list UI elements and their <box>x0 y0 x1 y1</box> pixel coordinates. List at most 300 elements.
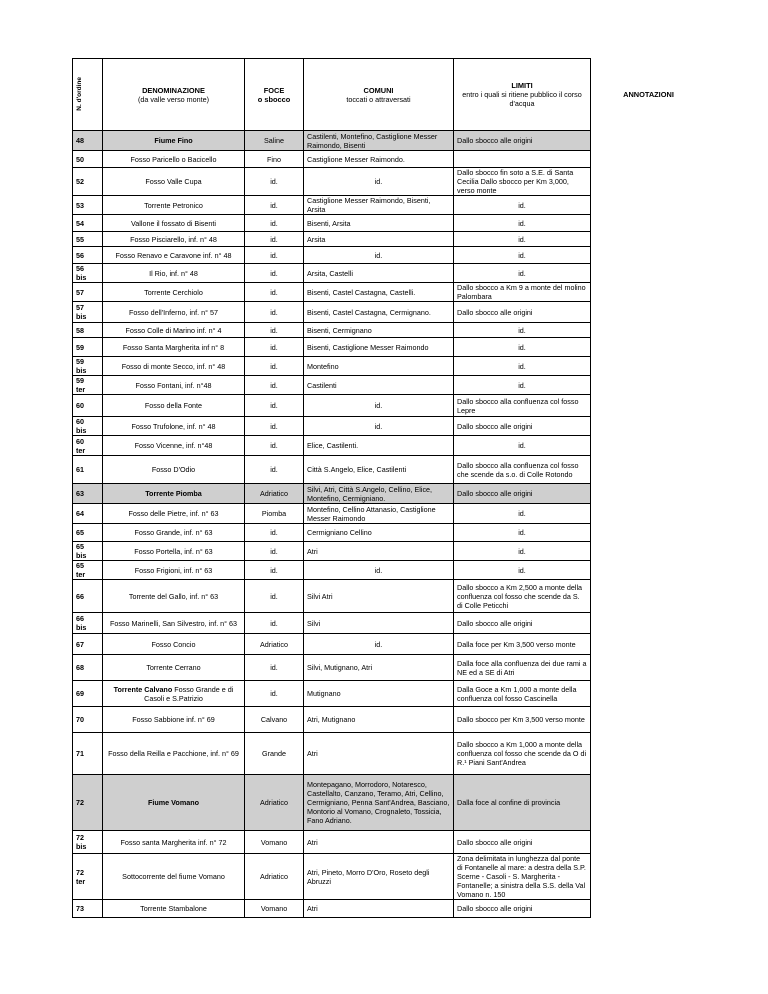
number-text: 56 <box>76 264 84 273</box>
cell-annotazioni <box>591 681 707 707</box>
number-text: 50 <box>76 154 84 164</box>
cell-limiti: Dalla foce per Km 3,500 verso monte <box>454 634 591 655</box>
cell-limiti: id. <box>454 542 591 561</box>
cell-denominazione <box>103 707 245 733</box>
cell-number <box>73 323 103 338</box>
cell-annotazioni <box>591 323 707 338</box>
table-row <box>73 215 707 232</box>
cell-denominazione <box>103 196 245 215</box>
cell-foce: Calvano <box>245 707 304 733</box>
cell-comuni: id. <box>304 247 454 264</box>
cell-foce: id. <box>245 196 304 215</box>
cell-annotazioni <box>591 395 707 417</box>
denominazione-text: Fosso Grande e di Casoli e S.Patrizio <box>144 684 234 703</box>
cell-foce: id. <box>245 302 304 323</box>
cell-annotazioni <box>591 733 707 775</box>
number-text: 65 <box>76 561 84 570</box>
number-text: 59 <box>76 342 84 352</box>
number-text: 60 <box>76 417 84 426</box>
cell-denominazione <box>103 232 245 247</box>
cell-annotazioni <box>591 436 707 456</box>
cell-limiti: Zona delimitata in lunghezza dal ponte di Fontanelle al mare: a destra della S.P. Scerne - Casoli - S. Margherita - Fontanelle; a sinistra della S.S. della Val Vomano n. 150 <box>454 854 591 900</box>
number-text: 64 <box>76 509 84 518</box>
cell-foce: id. <box>245 580 304 613</box>
number-text: 58 <box>76 325 84 335</box>
cell-foce: id. <box>245 436 304 456</box>
cell-comuni: Castilenti <box>304 376 454 395</box>
cell-number <box>73 302 103 323</box>
cell-limiti: Dallo sbocco alle origini <box>454 131 591 151</box>
table-row <box>73 561 707 580</box>
denominazione-text: Fiume Fino <box>154 136 193 145</box>
cell-annotazioni <box>591 302 707 323</box>
number-text: 65 <box>76 542 84 551</box>
cell-foce: id. <box>245 264 304 283</box>
cell-number <box>73 264 103 283</box>
table-row <box>73 196 707 215</box>
table-row <box>73 707 707 733</box>
cell-number <box>73 376 103 395</box>
cell-comuni: Atri, Pineto, Morro D'Oro, Roseto degli Abruzzi <box>304 854 454 900</box>
cell-comuni: Atri <box>304 733 454 775</box>
cell-comuni: Castiglione Messer Raimondo, Bisenti, Arsita <box>304 196 454 215</box>
cell-denominazione <box>103 854 245 900</box>
cell-foce: Vomano <box>245 831 304 854</box>
cell-foce: Adriatico <box>245 854 304 900</box>
cell-comuni: Bisenti, Arsita <box>304 215 454 232</box>
denominazione-text: Fosso Frigioni, inf. n° 63 <box>134 565 213 575</box>
cell-comuni: Montepagano, Morrodoro, Notaresco, Castellalto, Canzano, Teramo, Atri, Cellino, Cermigniano, Penna Sant'Andrea, Basciano, Montorio al Vomano, Crognaleto, Tossicia, Fano Adriano. <box>304 775 454 831</box>
cell-limiti: Dallo sbocco alla confluenza col fosso che scende da s.o. di Colle Rotondo <box>454 456 591 484</box>
cell-comuni: Bisenti, Cermignano <box>304 323 454 338</box>
cell-foce: id. <box>245 681 304 707</box>
denominazione-text: Il Rio, inf. n° 48 <box>149 268 198 278</box>
number-text: 68 <box>76 663 84 672</box>
number-text: 54 <box>76 218 84 228</box>
number-text: bis <box>76 623 87 632</box>
number-text: 63 <box>76 489 84 498</box>
cell-limiti: Dalla foce alla confluenza dei due rami a NE ed a SE di Atri <box>454 655 591 681</box>
cell-foce: id. <box>245 417 304 436</box>
number-text: ter <box>76 385 86 394</box>
denominazione-text: Fosso Santa Margherita inf n° 8 <box>122 342 225 352</box>
cell-limiti: Dallo sbocco alle origini <box>454 302 591 323</box>
table-row <box>73 900 707 918</box>
denominazione-text: Fosso Fontani, inf. n°48 <box>135 380 212 390</box>
table-row <box>73 580 707 613</box>
cell-annotazioni <box>591 542 707 561</box>
cell-comuni: Arsita, Castelli <box>304 264 454 283</box>
cell-foce: id. <box>245 357 304 376</box>
number-text: 67 <box>76 639 84 649</box>
cell-annotazioni <box>591 831 707 854</box>
header-comuni-sub: toccati o attraversati <box>346 94 411 104</box>
cell-comuni: id. <box>304 417 454 436</box>
cell-denominazione <box>103 376 245 395</box>
cell-denominazione <box>103 417 245 436</box>
cell-annotazioni <box>591 357 707 376</box>
cell-comuni: Mutignano <box>304 681 454 707</box>
number-text: 60 <box>76 401 84 410</box>
cell-number <box>73 417 103 436</box>
cell-foce: Adriatico <box>245 634 304 655</box>
number-text: 72 <box>76 867 84 877</box>
denominazione-text: Fosso della Reilla e Pacchione, inf. n° 69 <box>108 749 239 758</box>
header-limiti-title: LIMITI <box>511 81 533 90</box>
number-text: 59 <box>76 376 84 385</box>
cell-foce: id. <box>245 456 304 484</box>
table-row <box>73 302 707 323</box>
header-comuni <box>304 59 454 131</box>
denominazione-text: Torrente Cerrano <box>146 663 201 672</box>
cell-denominazione <box>103 151 245 168</box>
cell-denominazione <box>103 681 245 707</box>
number-text: 59 <box>76 357 84 366</box>
cell-comuni: Arsita <box>304 232 454 247</box>
cell-foce: id. <box>245 232 304 247</box>
denominazione-text: Fosso dell'Inferno, inf. n° 57 <box>129 307 218 317</box>
cell-limiti: Dallo sbocco alle origini <box>454 613 591 634</box>
header-denominazione-sub: (da valle verso monte) <box>137 94 210 104</box>
table-row <box>73 436 707 456</box>
cell-annotazioni <box>591 504 707 524</box>
cell-comuni: id. <box>304 395 454 417</box>
number-text: 61 <box>76 465 84 474</box>
cell-annotazioni <box>591 247 707 264</box>
cell-foce: Piomba <box>245 504 304 524</box>
denominazione-text: Fosso Renavo e Caravone inf. n° 48 <box>115 250 232 260</box>
denominazione-text: Fosso Trufolone, inf. n° 48 <box>131 421 216 431</box>
cell-annotazioni <box>591 151 707 168</box>
number-text: 52 <box>76 177 84 186</box>
cell-denominazione <box>103 131 245 151</box>
number-text: bis <box>76 366 87 375</box>
cell-limiti <box>454 151 591 168</box>
number-text: 53 <box>76 200 84 210</box>
cell-comuni: Montefino, Cellino Attanasio, Castiglione Messer Raimondo <box>304 504 454 524</box>
cell-foce: id. <box>245 215 304 232</box>
number-text: ter <box>76 570 86 579</box>
cell-limiti: id. <box>454 376 591 395</box>
cell-number <box>73 707 103 733</box>
cell-limiti: id. <box>454 357 591 376</box>
cell-limiti: id. <box>454 264 591 283</box>
cell-denominazione <box>103 775 245 831</box>
cell-comuni: Atri <box>304 900 454 918</box>
cell-number <box>73 283 103 302</box>
number-text: 66 <box>76 614 84 623</box>
denominazione-text: Fosso Paricello o Bacicello <box>130 154 217 164</box>
number-text: 73 <box>76 904 84 913</box>
cell-denominazione <box>103 580 245 613</box>
number-text: bis <box>76 842 87 851</box>
cell-denominazione <box>103 733 245 775</box>
header-foce-title: FOCE <box>263 85 285 95</box>
denominazione-bold-text: Torrente Calvano <box>113 684 173 694</box>
cell-comuni: Città S.Angelo, Elice, Castilenti <box>304 456 454 484</box>
cell-limiti: id. <box>454 232 591 247</box>
cell-limiti: id. <box>454 504 591 524</box>
cell-foce: Fino <box>245 151 304 168</box>
cell-denominazione <box>103 900 245 918</box>
table-row <box>73 504 707 524</box>
cell-foce: Saline <box>245 131 304 151</box>
table-row <box>73 524 707 542</box>
table-row <box>73 247 707 264</box>
cell-foce: id. <box>245 376 304 395</box>
number-text: bis <box>76 312 87 321</box>
number-text: bis <box>76 273 87 282</box>
denominazione-text: Torrente Piomba <box>145 489 202 498</box>
cell-foce: Grande <box>245 733 304 775</box>
cell-number <box>73 580 103 613</box>
cell-denominazione <box>103 215 245 232</box>
cell-comuni: id. <box>304 561 454 580</box>
cell-denominazione <box>103 456 245 484</box>
cell-number <box>73 215 103 232</box>
header-annotazioni <box>591 59 707 131</box>
cell-annotazioni <box>591 854 707 900</box>
table-row <box>73 283 707 302</box>
waterways-table <box>72 58 707 918</box>
table-row <box>73 376 707 395</box>
table-row <box>73 681 707 707</box>
cell-annotazioni <box>591 168 707 196</box>
cell-annotazioni <box>591 775 707 831</box>
cell-limiti: id. <box>454 436 591 456</box>
table-row <box>73 151 707 168</box>
cell-number <box>73 775 103 831</box>
cell-denominazione <box>103 395 245 417</box>
cell-annotazioni <box>591 561 707 580</box>
cell-limiti: Dalla Goce a Km 1,000 a monte della confluenza col fosso Cascinella <box>454 681 591 707</box>
cell-comuni: Montefino <box>304 357 454 376</box>
table-row <box>73 733 707 775</box>
denominazione-text: Fosso Marinelli, San Silvestro, inf. n° 63 <box>109 618 238 628</box>
cell-annotazioni <box>591 131 707 151</box>
cell-limiti: id. <box>454 196 591 215</box>
cell-annotazioni <box>591 580 707 613</box>
cell-foce: id. <box>245 338 304 357</box>
cell-denominazione <box>103 264 245 283</box>
cell-annotazioni <box>591 655 707 681</box>
denominazione-text: Fosso di monte Secco, inf. n° 48 <box>121 361 226 371</box>
cell-number <box>73 131 103 151</box>
header-num: N. d'ordine <box>73 59 103 131</box>
denominazione-text: Torrente del Gallo, inf. n° 63 <box>128 591 219 601</box>
cell-number <box>73 357 103 376</box>
table-row <box>73 357 707 376</box>
header-annotazioni-title: ANNOTAZIONI <box>623 90 674 99</box>
cell-annotazioni <box>591 524 707 542</box>
cell-comuni: Bisenti, Castel Castagna, Cermignano. <box>304 302 454 323</box>
header-limiti-sub: entro i quali si ritiene pubblico il corso d'acqua <box>462 90 582 108</box>
number-text: 56 <box>76 250 84 260</box>
number-text: 71 <box>76 749 84 758</box>
table-row <box>73 417 707 436</box>
table-row <box>73 484 707 504</box>
cell-denominazione <box>103 484 245 504</box>
cell-limiti: Dallo sbocco fin soto a S.E. di Santa Cecilia Dallo sbocco per Km 3,000, verso monte <box>454 168 591 196</box>
cell-comuni: Silvi, Mutignano, Atri <box>304 655 454 681</box>
cell-comuni: id. <box>304 634 454 655</box>
cell-denominazione <box>103 504 245 524</box>
denominazione-text: Fosso delle Pietre, inf. n° 63 <box>128 509 219 518</box>
cell-comuni: Castilenti, Montefino, Castiglione Messer Raimondo, Bisenti <box>304 131 454 151</box>
cell-number <box>73 168 103 196</box>
cell-annotazioni <box>591 215 707 232</box>
cell-annotazioni <box>591 283 707 302</box>
denominazione-text: Fosso Valle Cupa <box>145 177 202 186</box>
number-text: bis <box>76 426 87 435</box>
cell-denominazione <box>103 561 245 580</box>
cell-limiti: id. <box>454 524 591 542</box>
cell-foce: id. <box>245 395 304 417</box>
cell-number <box>73 900 103 918</box>
denominazione-text: Torrente Cerchiolo <box>144 287 203 297</box>
denominazione-text: Fiume Vomano <box>148 798 199 807</box>
cell-foce: Vomano <box>245 900 304 918</box>
cell-number <box>73 542 103 561</box>
cell-denominazione <box>103 613 245 634</box>
cell-limiti: Dallo sbocco alle origini <box>454 484 591 504</box>
cell-comuni: Silvi <box>304 613 454 634</box>
cell-denominazione <box>103 283 245 302</box>
denominazione-text: Fosso Pisciarello, inf. n° 48 <box>130 234 217 244</box>
cell-limiti: id. <box>454 323 591 338</box>
cell-comuni: Silvi, Atri, Città S.Angelo, Cellino, Elice, Montefino, Cermigniano. <box>304 484 454 504</box>
number-text: ter <box>76 876 86 886</box>
cell-denominazione <box>103 323 245 338</box>
cell-denominazione <box>103 655 245 681</box>
cell-comuni: Bisenti, Castel Castagna, Castelli. <box>304 283 454 302</box>
cell-comuni: Silvi Atri <box>304 580 454 613</box>
cell-annotazioni <box>591 338 707 357</box>
cell-annotazioni <box>591 376 707 395</box>
cell-number <box>73 504 103 524</box>
table-row <box>73 831 707 854</box>
cell-number <box>73 524 103 542</box>
cell-number <box>73 232 103 247</box>
cell-number <box>73 733 103 775</box>
denominazione-text: Torrente Petronico <box>144 200 203 210</box>
denominazione-text: Fosso Sabbione inf. n° 69 <box>132 715 215 724</box>
cell-denominazione <box>103 168 245 196</box>
cell-annotazioni <box>591 196 707 215</box>
cell-annotazioni <box>591 900 707 918</box>
number-text: bis <box>76 551 87 560</box>
denominazione-text: Sottocorrente del fiume Vomano <box>122 872 225 881</box>
number-text: 57 <box>76 287 84 297</box>
cell-number <box>73 831 103 854</box>
cell-limiti: Dallo sbocco alle origini <box>454 831 591 854</box>
cell-limiti: Dallo sbocco alla confluenza col fosso Lepre <box>454 395 591 417</box>
cell-limiti: Dallo sbocco alle origini <box>454 900 591 918</box>
cell-comuni: Atri, Mutignano <box>304 707 454 733</box>
number-text: ter <box>76 445 86 455</box>
number-text: 70 <box>76 715 84 724</box>
cell-annotazioni <box>591 484 707 504</box>
table-row <box>73 338 707 357</box>
cell-denominazione <box>103 831 245 854</box>
table-row <box>73 131 707 151</box>
cell-number <box>73 655 103 681</box>
table-row <box>73 323 707 338</box>
cell-number <box>73 681 103 707</box>
cell-limiti: Dallo sbocco alle origini <box>454 417 591 436</box>
cell-comuni: Atri <box>304 831 454 854</box>
cell-number <box>73 395 103 417</box>
header-limiti <box>454 59 591 131</box>
table-row <box>73 264 707 283</box>
cell-number <box>73 613 103 634</box>
cell-number <box>73 338 103 357</box>
cell-foce: id. <box>245 655 304 681</box>
cell-number <box>73 247 103 264</box>
cell-foce: id. <box>245 247 304 264</box>
cell-number <box>73 634 103 655</box>
cell-annotazioni <box>591 707 707 733</box>
denominazione-text: Fosso Grande, inf. n° 63 <box>134 528 213 537</box>
cell-number <box>73 854 103 900</box>
cell-annotazioni <box>591 232 707 247</box>
header-denominazione <box>103 59 245 131</box>
number-text: 69 <box>76 689 84 698</box>
number-text: 60 <box>76 436 84 446</box>
cell-comuni: id. <box>304 168 454 196</box>
cell-limiti: id. <box>454 215 591 232</box>
cell-foce: Adriatico <box>245 484 304 504</box>
cell-limiti: Dallo sbocco a Km 9 a monte del molino Palombara <box>454 283 591 302</box>
table-row <box>73 232 707 247</box>
number-text: 57 <box>76 303 84 312</box>
number-text: 55 <box>76 234 84 244</box>
denominazione-text: Fosso Portella, inf. n° 63 <box>134 546 213 556</box>
header-foce <box>245 59 304 131</box>
denominazione-text: Fosso della Fonte <box>144 401 203 410</box>
cell-annotazioni <box>591 417 707 436</box>
cell-number <box>73 196 103 215</box>
table-row <box>73 775 707 831</box>
cell-denominazione <box>103 338 245 357</box>
denominazione-text: Vallone il fossato di Bisenti <box>131 218 216 228</box>
denominazione-text: Fosso D'Odio <box>151 465 196 474</box>
cell-number <box>73 436 103 456</box>
cell-number <box>73 484 103 504</box>
cell-limiti: Dalla foce al confine di provincia <box>454 775 591 831</box>
cell-limiti: Dallo sbocco a Km 1,000 a monte della confluenza col fosso che scende da O di R.¹ Piani Sant'Andrea <box>454 733 591 775</box>
cell-number <box>73 456 103 484</box>
header-row <box>73 59 707 131</box>
number-text: 72 <box>76 833 84 842</box>
cell-denominazione <box>103 436 245 456</box>
cell-foce: id. <box>245 542 304 561</box>
denominazione-text: Fosso santa Margherita inf. n° 72 <box>120 837 227 847</box>
cell-limiti: id. <box>454 247 591 264</box>
cell-denominazione <box>103 524 245 542</box>
cell-annotazioni <box>591 456 707 484</box>
table-row <box>73 655 707 681</box>
table-row <box>73 168 707 196</box>
cell-comuni: Bisenti, Castiglione Messer Raimondo <box>304 338 454 357</box>
cell-foce: id. <box>245 283 304 302</box>
cell-denominazione <box>103 542 245 561</box>
denominazione-text: Fosso Vicenne, inf. n°48 <box>134 441 213 450</box>
cell-denominazione <box>103 634 245 655</box>
table-row <box>73 634 707 655</box>
cell-comuni: Castiglione Messer Raimondo. <box>304 151 454 168</box>
header-comuni-title: COMUNI <box>363 85 394 95</box>
